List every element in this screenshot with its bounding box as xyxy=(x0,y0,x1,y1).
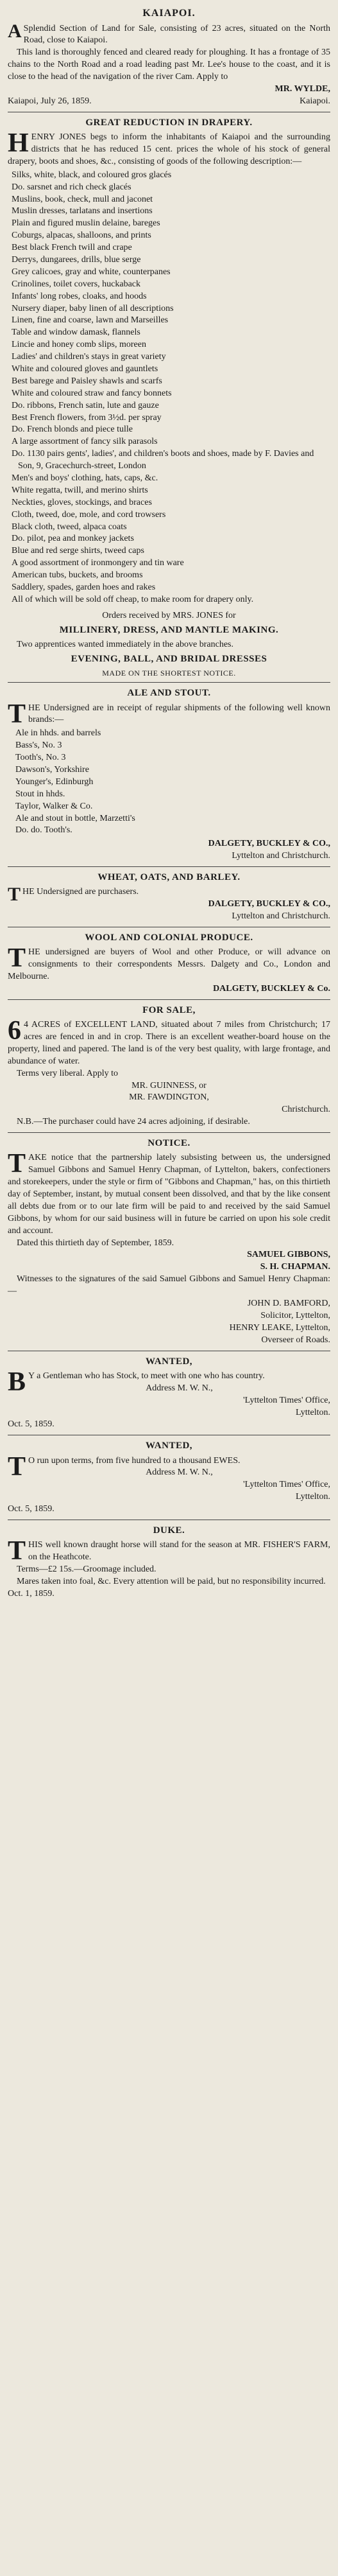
drapery-evening-sub: MADE ON THE SHORTEST NOTICE. xyxy=(102,669,236,678)
notice-witness-1-role: Solicitor, Lyttelton, xyxy=(260,1310,330,1320)
list-item: Derrys, dungarees, drills, blue serge xyxy=(12,254,141,265)
wanted-ewes-address-1: Address M. W. N., xyxy=(146,1468,213,1478)
ale-brand-list xyxy=(8,728,330,837)
notice-witness-1-name: JOHN D. BAMFORD, xyxy=(247,1299,330,1309)
kaiapoi-date: Kaiapoi, July 26, 1859. xyxy=(8,96,92,106)
notice-advertisement xyxy=(8,1137,330,1347)
kaiapoi-para-1: ASplendid Section of Land for Sale, consisting of 23 acres, situated on the North Road, close to Kaiapoi. xyxy=(8,20,330,46)
duke-mares: Mares taken into foal, &c. Every attention will be paid, but no responsibility incurred. xyxy=(17,1576,326,1586)
list-item: Table and window damask, flannels xyxy=(12,328,140,338)
notice-body: TAKE notice that the partnership lately subsisting between us, the undersigned Samuel Gibbons and Samuel Henry Chapman, of Lyttelton, bakers, confectioners and storekeepers, under the style or firm of "Gibbons and Chapman," has, on this thirtieth day of September, instant, by mutual consent been dissolved, and that by the like consent all debts due from or to our late firm will be paid to and received by the said Samuel Gibbons, by whom for our said business will in future be carried on upon his sole credit and account. xyxy=(8,1149,330,1236)
list-item: Crinolines, toilet covers, huckaback xyxy=(12,279,140,289)
divider xyxy=(8,682,330,683)
list-item: Muslins, book, check, mull and jaconet xyxy=(12,194,153,204)
list-item: Neckties, gloves, stockings, and braces xyxy=(12,497,152,507)
wheat-heading: WHEAT, OATS, AND BARLEY. xyxy=(97,872,241,883)
wanted-stock-address-2: 'Lyttelton Times' Office, xyxy=(243,1395,330,1405)
notice-witness: Witnesses to the signatures of the said Samuel Gibbons and Samuel Henry Chapman:— xyxy=(8,1274,330,1297)
list-item: Men's and boys' clothing, hats, caps, &c. xyxy=(12,473,158,484)
wanted-stock-heading: WANTED, xyxy=(145,1356,193,1367)
notice-witness-2-role: Overseer of Roads. xyxy=(261,1335,330,1345)
wanted-ewes-address-2: 'Lyttelton Times' Office, xyxy=(243,1480,330,1490)
list-item: Infants' long robes, cloaks, and hoods xyxy=(12,291,147,301)
forsale-agent-1: MR. GUINNESS, or xyxy=(131,1080,207,1091)
duke-date: Oct. 1, 1859. xyxy=(8,1588,55,1599)
list-item: Ladies' and children's stays in great variety xyxy=(12,352,166,362)
kaiapoi-place: Kaiapoi. xyxy=(300,96,330,106)
wool-advertisement xyxy=(8,931,330,995)
list-item: Blue and red serge shirts, tweed caps xyxy=(12,546,144,556)
list-item: Silks, white, black, and coloured gros glacés xyxy=(12,170,172,180)
wheat-signature-place: Lyttelton and Christchurch. xyxy=(232,911,330,922)
list-item: Do. 1130 pairs gents', ladies', and children's boots and shoes, made by F. Davies and Son, 9, Gracechurch-street, London xyxy=(12,449,314,471)
kaiapoi-signature: MR. WYLDE, xyxy=(275,84,330,94)
kaiapoi-dateline xyxy=(8,96,330,108)
forsale-agent-2: MR. FAWDINGTON, xyxy=(129,1092,209,1103)
list-item: American tubs, buckets, and brooms xyxy=(12,570,143,581)
wanted-stock-address-1: Address M. W. N., xyxy=(146,1383,213,1393)
forsale-body: 64 ACRES of EXCELLENT LAND, situated about 7 miles from Christchurch; 17 acres are fenced in and in crop. There is an excellent weather-board house on the property, lined and papered. The land is of the very best quality, with large frontage, and abundance of water. xyxy=(8,1016,330,1066)
notice-heading: NOTICE. xyxy=(148,1138,190,1149)
drapery-orders-line: Orders received by MRS. JONES for xyxy=(102,610,236,620)
wheat-advertisement xyxy=(8,871,330,923)
kaiapoi-heading: KAIAPOI. xyxy=(142,8,196,19)
wanted-ewes-advertisement xyxy=(8,1439,330,1516)
wanted-stock-address-3: Lyttelton. xyxy=(295,1407,330,1417)
list-item: Younger's, Edinburgh xyxy=(15,776,94,787)
list-item: Ale and stout in bottle, Marzetti's xyxy=(15,813,135,823)
list-item: White and coloured gloves and gauntlets xyxy=(12,364,158,374)
wanted-ewes-body: TO run upon terms, from five hundred to a thousand EWES. xyxy=(8,1451,241,1482)
list-item: Cloth, tweed, doe, mole, and cord trowsers xyxy=(12,509,166,520)
notice-witness-2-name: HENRY LEAKE, Lyttelton, xyxy=(229,1322,330,1333)
list-item: White regatta, twill, and merino shirts xyxy=(12,485,148,495)
divider xyxy=(8,866,330,867)
list-item: Grey calicoes, gray and white, counterpanes xyxy=(12,267,171,277)
list-item: Bass's, No. 3 xyxy=(15,740,62,751)
list-item: Muslin dresses, tarlatans and insertions xyxy=(12,206,153,216)
notice-signature-1: SAMUEL GIBBONS, xyxy=(247,1250,330,1260)
wool-heading: WOOL AND COLONIAL PRODUCE. xyxy=(85,933,253,943)
ale-signature: DALGETY, BUCKLEY & CO., xyxy=(208,839,330,849)
duke-advertisement xyxy=(8,1524,330,1600)
forsale-terms: Terms very liberal. Apply to xyxy=(17,1068,119,1078)
forsale-advertisement xyxy=(8,1004,330,1128)
list-item: All of which will be sold off cheap, to make room for drapery only. xyxy=(12,594,254,604)
forsale-agent-place: Christchurch. xyxy=(282,1105,330,1115)
ale-advertisement xyxy=(8,687,330,863)
list-item: Saddlery, spades, garden hoes and rakes xyxy=(12,583,156,593)
list-item: A good assortment of ironmongery and tin ware xyxy=(12,558,184,568)
wanted-ewes-heading: WANTED, xyxy=(145,1441,193,1451)
drapery-item-list xyxy=(8,170,330,606)
duke-body: THIS well known draught horse will stand for the season at MR. FISHER'S FARM, on the Heathcote. xyxy=(8,1536,330,1566)
wheat-signature: DALGETY, BUCKLEY & CO., xyxy=(208,899,330,909)
wanted-stock-body: BY a Gentleman who has Stock, to meet with one who has country. xyxy=(8,1367,265,1397)
wheat-body: THE Undersigned are purchasers. xyxy=(8,884,139,906)
wool-signature: DALGETY, BUCKLEY & Co. xyxy=(213,983,330,994)
drapery-millinery: MILLINERY, DRESS, AND MANTLE MAKING. xyxy=(59,624,279,635)
divider xyxy=(8,1132,330,1133)
drapery-intro: HENRY JONES begs to inform the inhabitants of Kaiapoi and the surrounding districts that he has reduced 15 cent. prices the whole of his stock of general drapery, boots and shoes, &c., consisting of goods of the following description:— xyxy=(8,128,330,166)
drapery-evening: EVENING, BALL, AND BRIDAL DRESSES xyxy=(71,653,267,664)
list-item: Do. French blonds and piece tulle xyxy=(12,425,133,435)
list-item: Best barege and Paisley shawls and scarfs xyxy=(12,376,162,386)
list-item: Plain and figured muslin delaine, bareges xyxy=(12,218,160,229)
drapery-heading: GREAT REDUCTION IN DRAPERY. xyxy=(85,117,253,128)
kaiapoi-para-2: This land is thoroughly fenced and cleared ready for ploughing. It has a frontage of 35 chains to the North Road and a road leading past Mr. Lee's house to the coast, and it is close to the head of the navigation of the river Cam. Apply to xyxy=(8,48,330,82)
wool-body: THE undersigned are buyers of Wool and other Produce, or will advance on consignments to their correspondents Messrs. Dalgety and Co., London and Melbourne. xyxy=(8,943,330,982)
list-item: Best French flowers, from 3½d. per spray xyxy=(12,412,162,423)
list-item: Best black French twill and crape xyxy=(12,243,132,253)
list-item: Black cloth, tweed, alpaca coats xyxy=(12,521,127,532)
kaiapoi-advertisement xyxy=(8,6,330,108)
drapery-advertisement xyxy=(8,116,330,678)
ale-signature-place: Lyttelton and Christchurch. xyxy=(232,851,330,861)
wanted-ewes-date: Oct. 5, 1859. xyxy=(8,1504,55,1514)
wanted-stock-advertisement xyxy=(8,1355,330,1432)
list-item: Do. pilot, pea and monkey jackets xyxy=(12,534,134,544)
duke-heading: DUKE. xyxy=(153,1525,185,1536)
list-item: Taylor, Walker & Co. xyxy=(15,801,93,811)
ale-heading: ALE AND STOUT. xyxy=(127,688,211,699)
notice-signature-2: S. H. CHAPMAN. xyxy=(260,1262,330,1272)
list-item: Do. ribbons, French satin, lute and gauze xyxy=(12,400,159,410)
list-item: Do. sarsnet and rich check glacés xyxy=(12,182,131,192)
wanted-ewes-address-3: Lyttelton. xyxy=(295,1492,330,1502)
list-item: White and coloured straw and fancy bonnets xyxy=(12,388,172,398)
duke-terms: Terms—£2 15s.—Groomage included. xyxy=(17,1564,156,1575)
list-item: Ale in hhds. and barrels xyxy=(15,728,101,739)
ale-intro: THE Undersigned are in receipt of regular shipments of the following well known brands:— xyxy=(8,699,330,729)
list-item: Lincie and honey comb slips, moreen xyxy=(12,340,146,350)
list-item: A large assortment of fancy silk parasols xyxy=(12,437,158,447)
list-item: Dawson's, Yorkshire xyxy=(15,764,89,775)
drapery-apprentices: Two apprentices wanted immediately in the above branches. xyxy=(17,639,234,649)
list-item: Tooth's, No. 3 xyxy=(15,753,66,763)
divider xyxy=(8,999,330,1000)
wanted-stock-date: Oct. 5, 1859. xyxy=(8,1419,55,1430)
forsale-heading: FOR SALE, xyxy=(142,1004,196,1015)
list-item: Coburgs, alpacas, shalloons, and prints xyxy=(12,231,151,241)
forsale-nb: N.B.—The purchaser could have 24 acres adjoining, if desirable. xyxy=(17,1117,250,1127)
list-item: Linen, fine and coarse, lawn and Marseilles xyxy=(12,315,169,326)
notice-dated: Dated this thirtieth day of September, 1859. xyxy=(17,1238,174,1248)
list-item: Stout in hhds. xyxy=(15,789,65,799)
list-item: Nursery diaper, baby linen of all descriptions xyxy=(12,303,174,313)
list-item: Do. do. Tooth's. xyxy=(15,825,72,836)
